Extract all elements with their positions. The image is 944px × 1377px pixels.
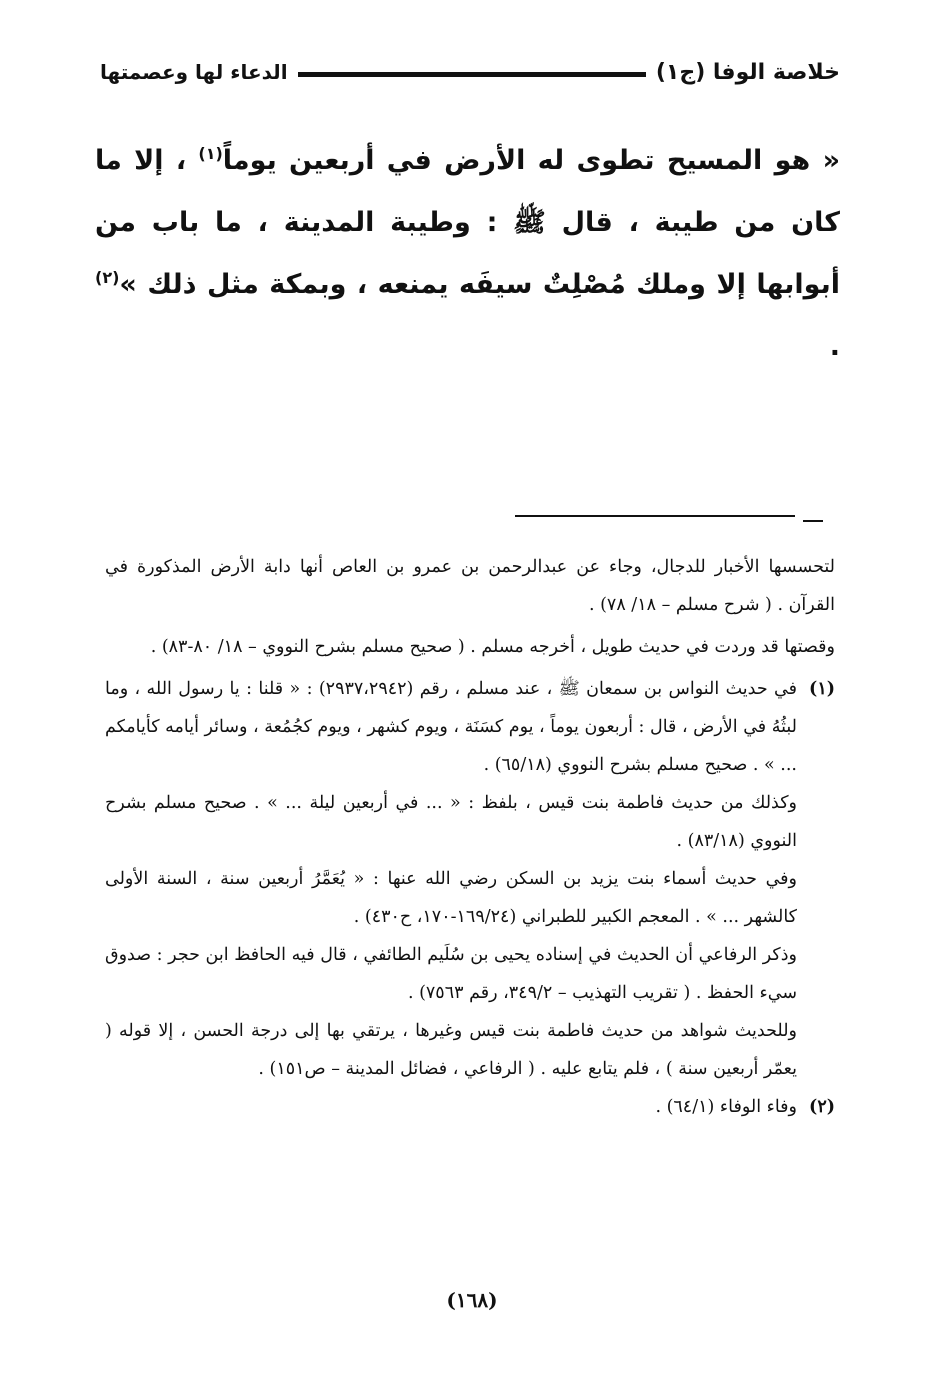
main-text-end: . — [829, 331, 840, 362]
footnote-1-para-4: وذكر الرفاعي أن الحديث في إسناده يحيى بن سُلَيم الطائفي ، قال فيه الحافظ ابن حجر : صدوق سيء الحفظ . ( تقريب التهذيب – ٣٤٩/٢، رقم ٧٥٦٣) . — [105, 945, 797, 1003]
footnote-1-body: في حديث النواس بن سمعان ﷺ ، عند مسلم ، رقم (٢٩٣٧،٢٩٤٢) : « قلنا : يا رسول الله ، وما لبثُهُ في الأرض ، قال : أربعون يوماً ، يوم كسَنَة ، ويوم كشهر ، ويوم كجُمُعة ، وسائر أيامه كأيامكم ... » . صحيح مسلم بشرح النووي (٦٥/١٨) . — [105, 679, 797, 775]
footnote-ref-1[interactable]: (١) — [198, 144, 223, 163]
footnote-1-number: (١) — [809, 679, 835, 699]
footnote-separator-dash — [803, 520, 823, 522]
footnote-1-para-5: وللحديث شواهد من حديث فاطمة بنت قيس وغيرها ، يرتقي بها إلى درجة الحسن ، إلا قوله ( يعمّر أربعين سنة ) ، فلم يتابع عليه . ( الرفاعي ، فضائل المدينة – ص١٥١) . — [105, 1021, 797, 1079]
footnote-1-para-2: وكذلك من حديث فاطمة بنت قيس ، بلفظ : « ... في أربعين ليلة ... » . صحيح مسلم بشرح النووي (٨٣/١٨) . — [105, 793, 797, 851]
footnote-1-para-3: وفي حديث أسماء بنت يزيد بن السكن رضي الله عنها : « يُعَمَّرُ أربعين سنة ، السنة الأولى كالشهر ... » . المعجم الكبير للطبراني (١٦٩/٢٤-١٧٠، ح٤٣٠) . — [105, 869, 797, 927]
header-section-title: الدعاء لها وعصمتها — [100, 60, 288, 84]
main-text-part2: ، إلا ما كان من طيبة ، قال ﷺ : وطيبة المدينة ، ما باب من أبوابها إلا وملك مُصْلِتٌ سيفَه يمنعه ، وبمكة مثل ذلك » — [95, 145, 840, 300]
main-text — [95, 130, 840, 378]
running-header — [100, 52, 840, 92]
footnote-2 — [105, 1088, 835, 1126]
footnote-2-body: وفاء الوفاء (٦٤/١) . — [655, 1097, 797, 1117]
footnote-separator — [515, 515, 795, 517]
footnote-2-number: (٢) — [809, 1097, 835, 1117]
footnotes — [105, 548, 835, 1126]
footnote-1 — [105, 670, 835, 784]
footnote-ref-2[interactable]: (٢) — [95, 268, 120, 287]
header-rule — [298, 72, 646, 77]
page-number: (١٦٨) — [446, 1288, 498, 1312]
main-text-part1: « هو المسيح تطوى له الأرض في أربعين يوماً — [222, 145, 841, 176]
main-paragraph — [95, 130, 840, 378]
footnote-continued-para-1: لتحسسها الأخبار للدجال، وجاء عن عبدالرحمن بن عمرو بن العاص أنها دابة الأرض المذكورة في القرآن . ( شرح مسلم – ١٨/ ٧٨) . — [105, 557, 835, 615]
footnote-continued-para-2: وقصتها قد وردت في حديث طويل ، أخرجه مسلم . ( صحيح مسلم بشرح النووي – ١٨/ ٨٠-٨٣) . — [150, 637, 835, 657]
header-book-title: خلاصة الوفا (ج١) — [655, 59, 840, 85]
